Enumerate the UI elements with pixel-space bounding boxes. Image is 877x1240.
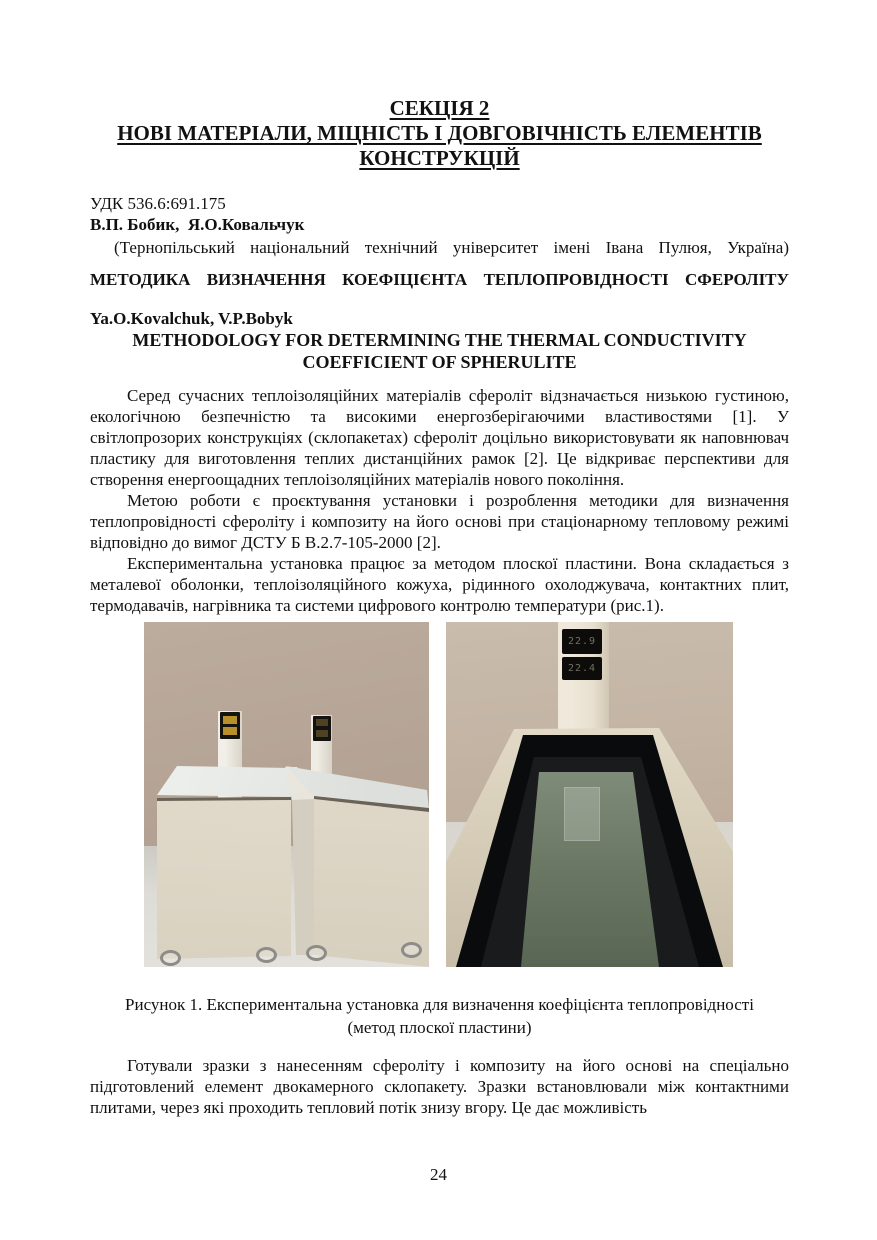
paper-title-en-line2: COEFFICIENT OF SPHERULITE — [302, 352, 577, 372]
paper-title-en — [90, 329, 789, 373]
lcd-digits-bar — [223, 727, 237, 735]
page-number: 24 — [430, 1165, 447, 1184]
lcd-display-amber-1 — [220, 712, 240, 739]
figure-caption — [90, 993, 789, 1039]
authors-ua: В.П. Бобик, Я.О.Ковальчук — [90, 215, 305, 234]
box-foot-ring — [306, 945, 327, 961]
paper-title-en-line1: METHODOLOGY FOR DETERMINING THE THERMAL CONDUCTIVITY — [132, 330, 747, 350]
figure-caption-line2: (метод плоскої пластини) — [347, 1018, 532, 1037]
body-paragraph-3: Експериментальна установка працює за методом плоскої пластини. Вона складається з металевої оболонки, теплоізоляційного кожуха, рідинного охолоджувача, контактних плит, термодавачів, нагрівника та системи цифрового контролю температури (рис.1). — [90, 554, 789, 615]
figure-caption-line1: Рисунок 1. Експериментальна установка для визначення коефіцієнта теплопровідності — [125, 995, 754, 1014]
udc-code: УДК 536.6:691.175 — [90, 194, 226, 213]
lcd-digits-bar — [316, 730, 328, 737]
figure-1-photos — [144, 622, 789, 967]
lcd-digits-bar — [223, 716, 237, 724]
lcd-display-amber-2 — [313, 716, 331, 741]
box-foot-ring — [160, 950, 181, 966]
section-header — [90, 96, 789, 171]
body-paragraph-2: Метою роботи є проєктування установки і розроблення методики для визначення теплопровідності сфероліту і композиту на його основі при стаціонарному тепловому режимі відповідно до вимог ДСТУ Б В.2.7-105-2000 [2]. — [90, 491, 789, 552]
body-paragraph-4: Готували зразки з нанесенням сфероліту і композиту на його основі на спеціально підготовлений елемент двокамерного склопакету. Зразки встановлювали між контактними плитами, через які проходить тепловий потік знизу вгору. Це дає можливість — [90, 1056, 789, 1117]
lcd-display-top: 22.9 — [562, 629, 602, 654]
section-number: СЕКЦІЯ 2 — [389, 96, 490, 120]
figure-photo-right — [446, 622, 733, 967]
body-paragraph-1: Серед сучасних теплоізоляційних матеріалів сфероліт відзначається низькою густиною, екологічною безпечністю та високими енергозберігаючими властивостями [1]. У світлопрозорих конструкціях (склопакетах) сфероліт доцільно використовувати як наповнювач пластику для виготовлення теплих дистанційних рамок [2]. Це відкриває перспективи для створення енергоощадних теплоізоляційних матеріалів нового покоління. — [90, 386, 789, 489]
affiliation: (Тернопільський національний технічний університет імені Івана Пулюя, Україна) — [114, 238, 789, 257]
section-title-line2: КОНСТРУКЦІЙ — [359, 146, 520, 170]
figure-photo-left — [144, 622, 429, 967]
window-reflection — [564, 787, 600, 841]
paper-title-ua: МЕТОДИКА ВИЗНАЧЕННЯ КОЕФІЦІЄНТА ТЕПЛОПРОВІДНОСТІ СФЕРОЛІТУ — [90, 270, 789, 289]
box-foot-ring — [256, 947, 277, 963]
section-title-line1: НОВІ МАТЕРІАЛИ, МІЦНІСТЬ І ДОВГОВІЧНІСТЬ ЕЛЕМЕНТІВ — [117, 121, 762, 145]
lcd-digits-bar — [316, 719, 328, 726]
box-foot-ring — [401, 942, 422, 958]
authors-en: Ya.O.Kovalchuk, V.P.Bobyk — [90, 309, 293, 328]
lcd-display-bottom: 22.4 — [562, 657, 602, 680]
